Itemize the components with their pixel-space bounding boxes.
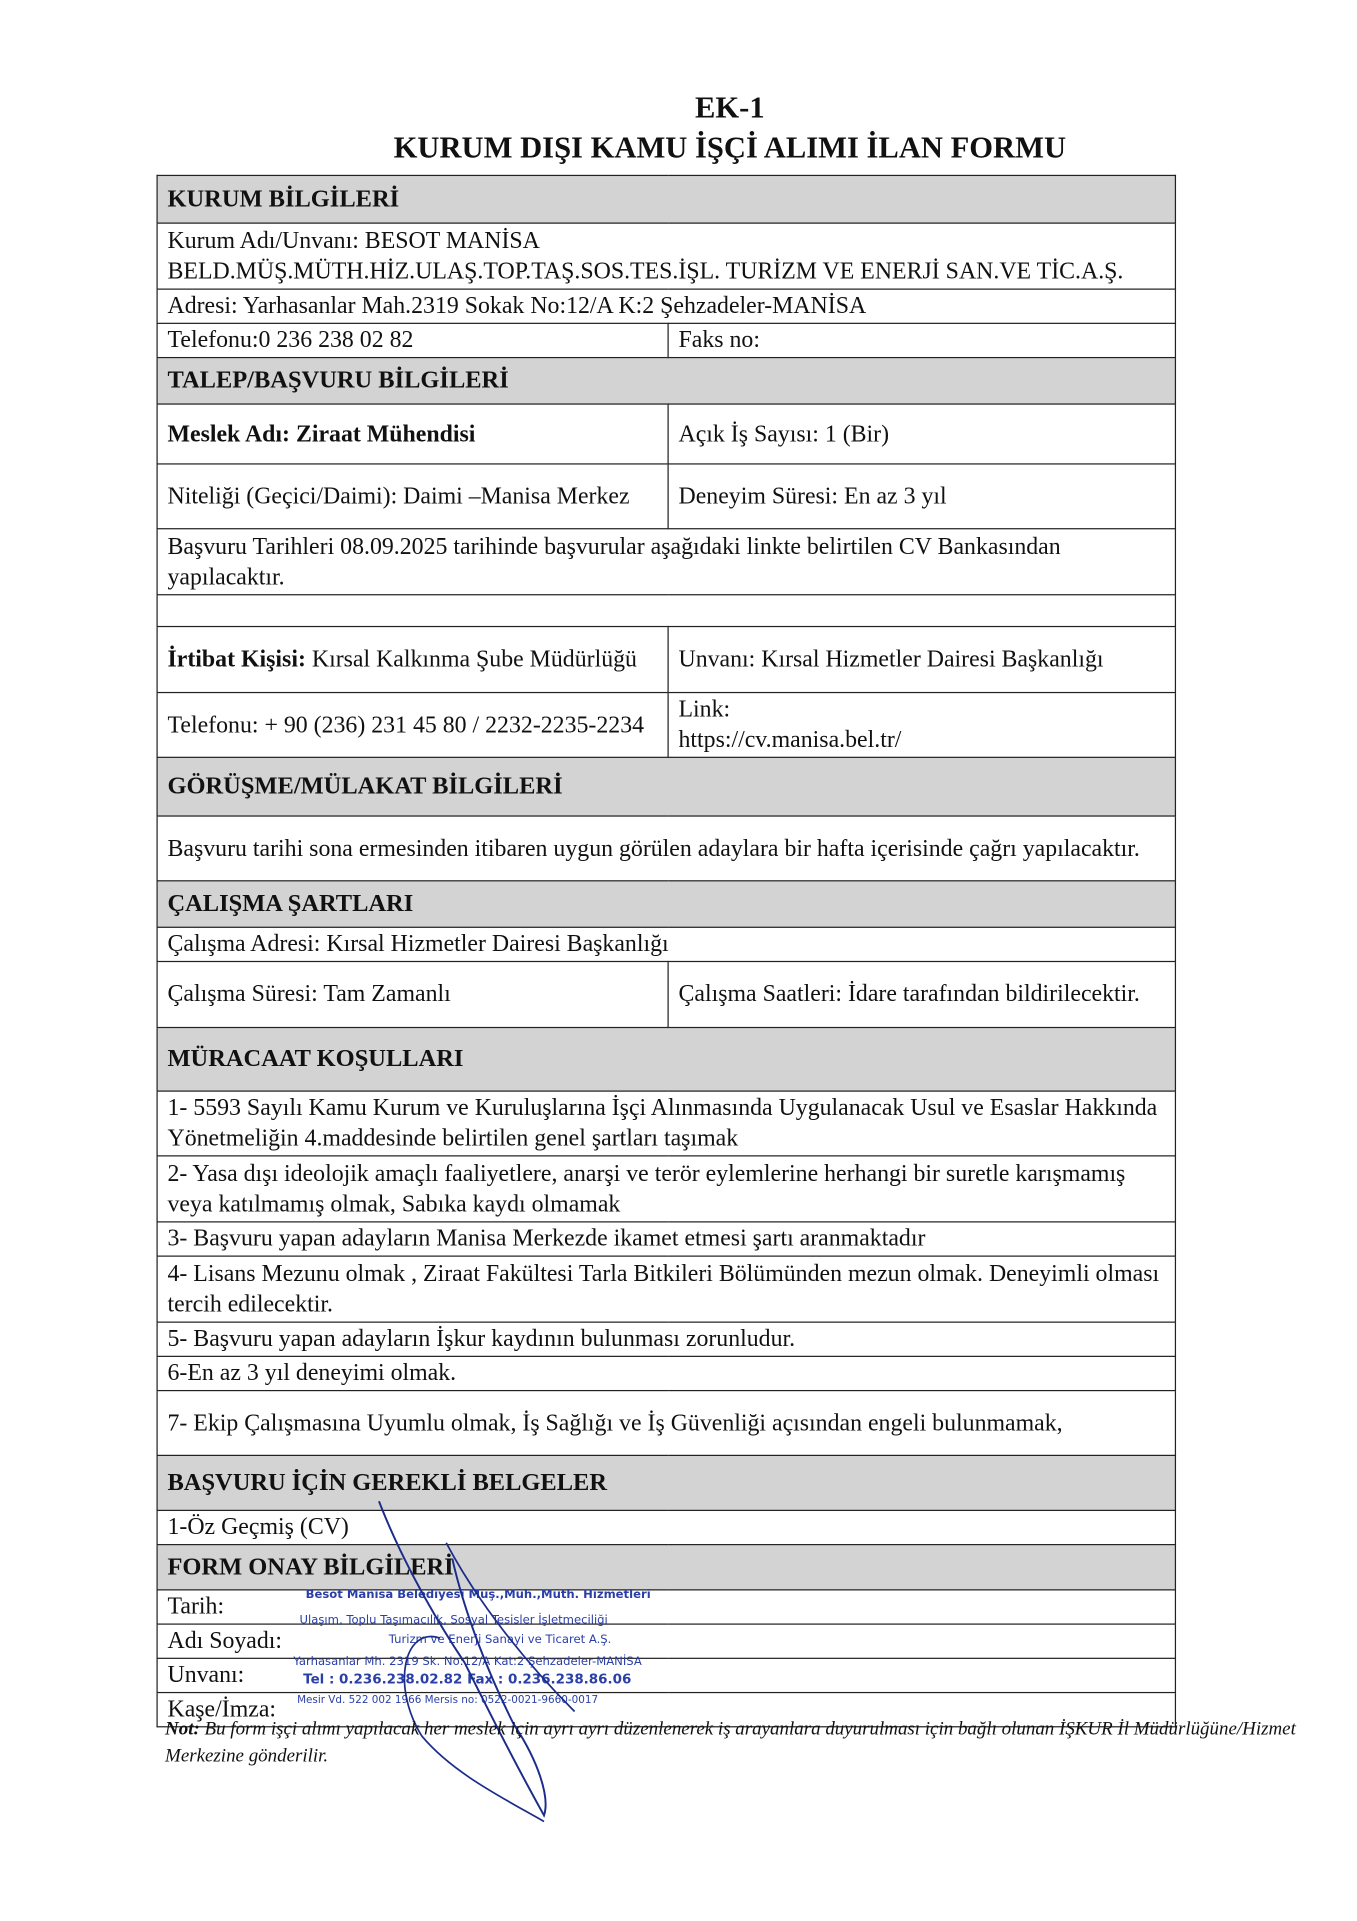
kosul-item: 5- Başvuru yapan adayların İşkur kaydının bulunması zorunludur. bbox=[157, 1322, 1175, 1356]
stamp-line: Tel : 0.236.238.02.82 Fax : 0.236.238.86.06 bbox=[303, 1671, 632, 1688]
kurum-telefon: Telefonu:0 236 238 02 82 bbox=[157, 323, 668, 357]
belge-item: 1-Öz Geçmiş (CV) bbox=[157, 1510, 1175, 1544]
onay-adi-soyadi: Adı Soyadı: bbox=[157, 1624, 1175, 1658]
kurum-faks: Faks no: bbox=[668, 323, 1175, 357]
section-talep: TALEP/BAŞVURU BİLGİLERİ bbox=[157, 358, 1175, 404]
onay-tarih: Tarih: bbox=[157, 1590, 1175, 1624]
meslek-adi: Meslek Adı: Ziraat Mühendisi bbox=[157, 404, 668, 464]
section-muracaat: MÜRACAAT KOŞULLARI bbox=[157, 1028, 1175, 1092]
stamp-line: Yarhasanlar Mh. 2319 Sk. No:12/A Kat:2 Şehzadeler-MANİSA bbox=[293, 1655, 642, 1669]
calisma-adresi: Çalışma Adresi: Kırsal Hizmetler Dairesi Başkanlığı bbox=[157, 927, 1175, 961]
kosul-item: 7- Ekip Çalışmasına Uyumlu olmak, İş Sağlığı ve İş Güvenliği açısından engeli bulunmamak, bbox=[157, 1391, 1175, 1456]
gorusme-text: Başvuru tarihi sona ermesinden itibaren uygun görülen adaylara bir hafta içerisinde çağrı yapılacaktır. bbox=[157, 816, 1175, 881]
irtibat-unvani: Unvanı: Kırsal Hizmetler Dairesi Başkanlığı bbox=[668, 627, 1175, 693]
stamp-line: Mesir Vd. 522 002 1966 Mersis no: 0522-0021-9660-0017 bbox=[297, 1694, 599, 1707]
kurum-adres: Adresi: Yarhasanlar Mah.2319 Sokak No:12/A K:2 Şehzadeler-MANİSA bbox=[157, 289, 1175, 323]
stamp-line: Turizm ve Enerji Sanayi ve Ticaret A.Ş. bbox=[388, 1633, 612, 1647]
section-calisma: ÇALIŞMA ŞARTLARI bbox=[157, 881, 1175, 927]
note-label: Not: bbox=[165, 1718, 200, 1740]
form-title: KURUM DIŞI KAMU İŞÇİ ALIMI İLAN FORMU bbox=[393, 132, 1067, 166]
section-gorusme: GÖRÜŞME/MÜLAKAT BİLGİLERİ bbox=[157, 757, 1175, 816]
annex-label: EK-1 bbox=[695, 91, 765, 125]
irtibat-telefon: Telefonu: + 90 (236) 231 45 80 / 2232-2235-2234 bbox=[157, 693, 668, 758]
kosul-item: 3- Başvuru yapan adayların Manisa Merkezde ikamet etmesi şartı aranmaktadır bbox=[157, 1222, 1175, 1256]
form-note bbox=[165, 1716, 1302, 1770]
deneyim-suresi: Deneyim Süresi: En az 3 yıl bbox=[668, 464, 1175, 529]
kurum-adi-1: Kurum Adı/Unvanı: BESOT MANİSA bbox=[167, 227, 540, 254]
calisma-suresi: Çalışma Süresi: Tam Zamanlı bbox=[157, 961, 668, 1027]
stamp-line: Besot Manisa Belediyesi Müş.,Müh.,Müth. Hizmetleri bbox=[305, 1588, 651, 1602]
kosul-item: 2- Yasa dışı ideolojik amaçlı faaliyetlere, anarşi ve terör eylemlerine herhangi bir suretle karışmamış veya katılmamış olmak, Sabıka kaydı olmamak bbox=[157, 1156, 1175, 1222]
basvuru-tarihleri: Başvuru Tarihleri 08.09.2025 tarihinde başvurular aşağıdaki linkte belirtilen CV Bankasından yapılacaktır. bbox=[157, 529, 1175, 595]
section-belgeler: BAŞVURU İÇİN GEREKLİ BELGELER bbox=[157, 1455, 1175, 1510]
note-text: Bu form işçi alımı yapılacak her meslek için ayrı ayrı düzenlenerek iş arayanlara duyurulması için bağlı olunan İŞKUR İl Müdürlüğüne/Hizmet Merkezine gönderilir. bbox=[165, 1718, 1296, 1767]
onay-kase-imza: Kaşe/İmza: bbox=[157, 1693, 1175, 1727]
kosul-item: 4- Lisans Mezunu olmak , Ziraat Fakültesi Tarla Bitkileri Bölümünden mezun olmak. Deneyimli olması tercih edilecektir. bbox=[157, 1256, 1175, 1322]
section-kurum: KURUM BİLGİLERİ bbox=[157, 175, 1175, 223]
calisma-saatleri: Çalışma Saatleri: İdare tarafından bildirilecektir. bbox=[668, 961, 1175, 1027]
cv-link[interactable]: https://cv.manisa.bel.tr/ bbox=[678, 727, 902, 754]
irtibat-value: Kırsal Kalkınma Şube Müdürlüğü bbox=[305, 646, 637, 673]
stamp-line: Ulaşım, Toplu Taşımacılık, Sosyal Tesisler İşletmeciliği bbox=[299, 1613, 608, 1628]
kurum-adi-2: BELD.MÜŞ.MÜTH.HİZ.ULAŞ.TOP.TAŞ.SOS.TES.İŞL. TURİZM VE ENERJİ SAN.VE TİC.A.Ş. bbox=[167, 258, 1124, 285]
kosul-item: 6-En az 3 yıl deneyimi olmak. bbox=[157, 1356, 1175, 1390]
irtibat-label: İrtibat Kişisi: bbox=[167, 646, 306, 673]
kosul-item: 1- 5593 Sayılı Kamu Kurum ve Kuruluşlarına İşçi Alınmasında Uygulanacak Usul ve Esaslar Hakkında Yönetmeliğin 4.maddesinde belirtilen genel şartları taşımak bbox=[157, 1091, 1175, 1156]
niteligi: Niteliği (Geçici/Daimi): Daimi –Manisa Merkez bbox=[157, 464, 668, 529]
acik-is-sayisi: Açık İş Sayısı: 1 (Bir) bbox=[668, 404, 1175, 464]
section-onay: FORM ONAY BİLGİLERİ bbox=[157, 1545, 1175, 1590]
onay-unvani: Unvanı: bbox=[157, 1658, 1175, 1692]
link-label: Link: bbox=[678, 696, 731, 723]
